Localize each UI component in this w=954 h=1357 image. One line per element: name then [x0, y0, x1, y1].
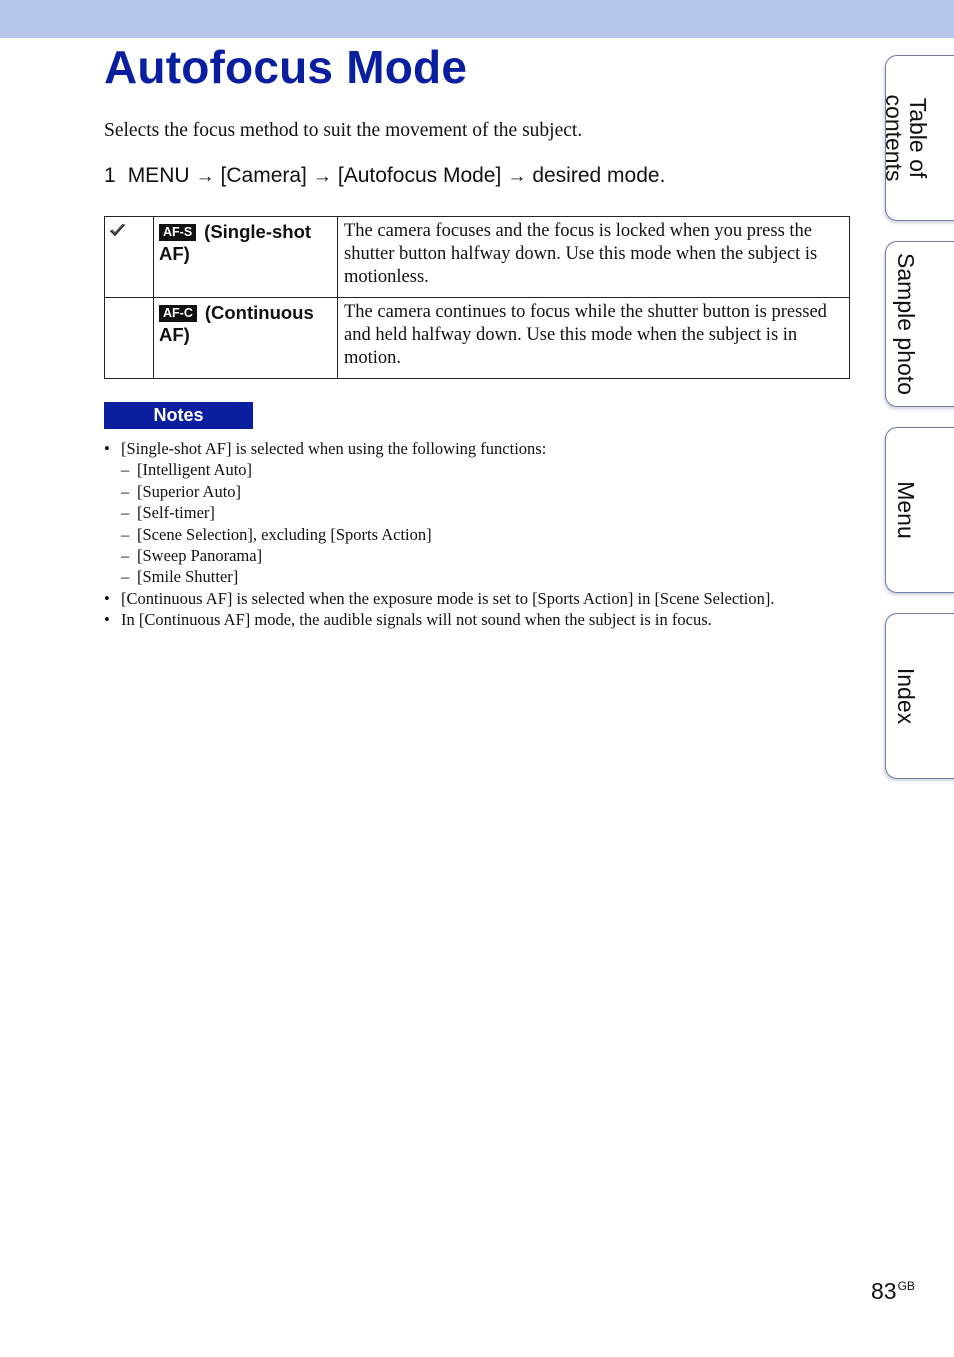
menu-path-menu: MENU [127, 164, 190, 187]
note-text: [Superior Auto] [137, 481, 242, 501]
list-item [104, 566, 834, 587]
mode-name-cell [154, 298, 338, 379]
note-text: In [Continuous AF] mode, the audible signals will not sound when the subject is in focus. [121, 610, 712, 630]
notes-list [104, 438, 834, 631]
top-banner [0, 0, 954, 38]
note-text: [Intelligent Auto] [137, 460, 253, 480]
list-item [104, 545, 834, 566]
page-number-suffix: GB [897, 1279, 915, 1293]
tab-index[interactable] [885, 613, 954, 779]
tab-menu[interactable] [885, 427, 954, 593]
notes-heading: Notes [104, 402, 253, 429]
default-marker-cell [105, 217, 154, 298]
arrow-right-icon: → [195, 166, 215, 187]
intro-text: Selects the focus method to suit the movement of the subject. [104, 120, 583, 141]
tab-label: Sample photo [893, 253, 919, 395]
af-c-badge-icon: AF-C [159, 305, 197, 322]
tab-label: Menu [893, 481, 919, 539]
list-item [104, 459, 834, 480]
dash-marker: – [121, 503, 130, 523]
mode-name: (Single-shot AF) [159, 221, 312, 264]
page-title: Autofocus Mode [104, 41, 468, 93]
tab-sample-photo[interactable] [885, 241, 954, 407]
bullet-marker: • [104, 588, 110, 608]
step-number: 1 [104, 164, 116, 187]
list-item [104, 609, 834, 630]
note-text: [Scene Selection], excluding [Sports Action] [137, 524, 432, 544]
dash-marker: – [121, 524, 130, 544]
dash-marker: – [121, 567, 130, 587]
note-text: [Smile Shutter] [137, 567, 239, 587]
page-number [871, 1278, 915, 1305]
list-item [104, 588, 834, 609]
arrow-right-icon: → [312, 166, 332, 187]
note-text: [Continuous AF] is selected when the exposure mode is set to [Sports Action] in [Scene Selection]. [121, 588, 775, 608]
list-item [104, 438, 834, 459]
tab-label-line: Table of [905, 97, 931, 179]
note-text: [Single-shot AF] is selected when using the following functions: [121, 439, 547, 458]
mode-description: The camera continues to focus while the shutter button is pressed and held halfway down. Use this mode when the subject is in motion. [338, 298, 850, 379]
af-s-badge-icon: AF-S [159, 224, 196, 241]
menu-path-desired-mode: desired mode. [532, 164, 666, 187]
bullet-marker: • [104, 610, 110, 630]
list-item [104, 481, 834, 502]
list-item [104, 502, 834, 523]
arrow-right-icon: → [507, 166, 527, 187]
tab-table-of-contents[interactable] [881, 55, 954, 221]
note-text: [Sweep Panorama] [137, 546, 263, 566]
table-row [105, 298, 850, 379]
mode-description: The camera focuses and the focus is locked when you press the shutter button halfway down. Use this mode when the subject is motionless. [338, 217, 850, 298]
note-text: [Self-timer] [137, 503, 215, 523]
menu-path-step [104, 164, 665, 188]
checkmark-icon [109, 223, 126, 237]
autofocus-mode-table [104, 216, 850, 379]
mode-name: (Continuous AF) [159, 302, 314, 345]
dash-marker: – [121, 481, 130, 501]
menu-path-camera: [Camera] [220, 164, 307, 187]
default-marker-cell [105, 298, 154, 379]
dash-marker: – [121, 460, 130, 480]
tab-label-line: contents [881, 94, 907, 182]
tab-label: Index [893, 667, 919, 725]
menu-path-autofocus-mode: [Autofocus Mode] [337, 164, 502, 187]
tab-label [882, 95, 930, 182]
mode-name-cell [154, 217, 338, 298]
table-row [105, 217, 850, 298]
list-item [104, 524, 834, 545]
bullet-marker: • [104, 439, 110, 458]
dash-marker: – [121, 546, 130, 566]
page-number-value: 83 [871, 1278, 897, 1304]
